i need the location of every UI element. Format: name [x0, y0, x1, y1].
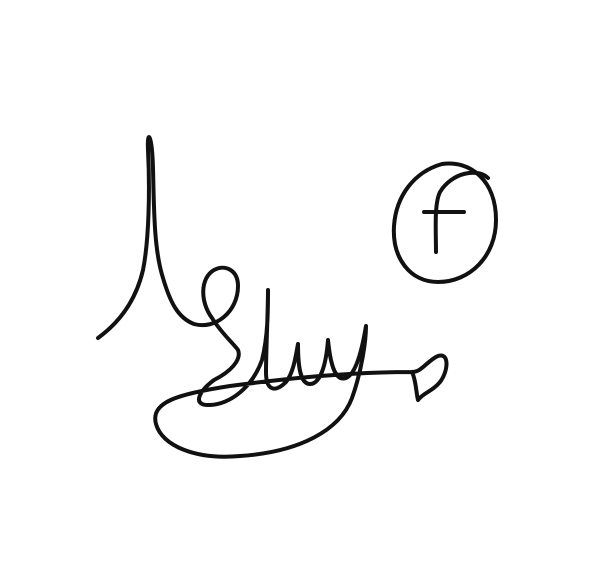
signature-stroke [98, 137, 447, 457]
badge-circle [394, 163, 496, 282]
